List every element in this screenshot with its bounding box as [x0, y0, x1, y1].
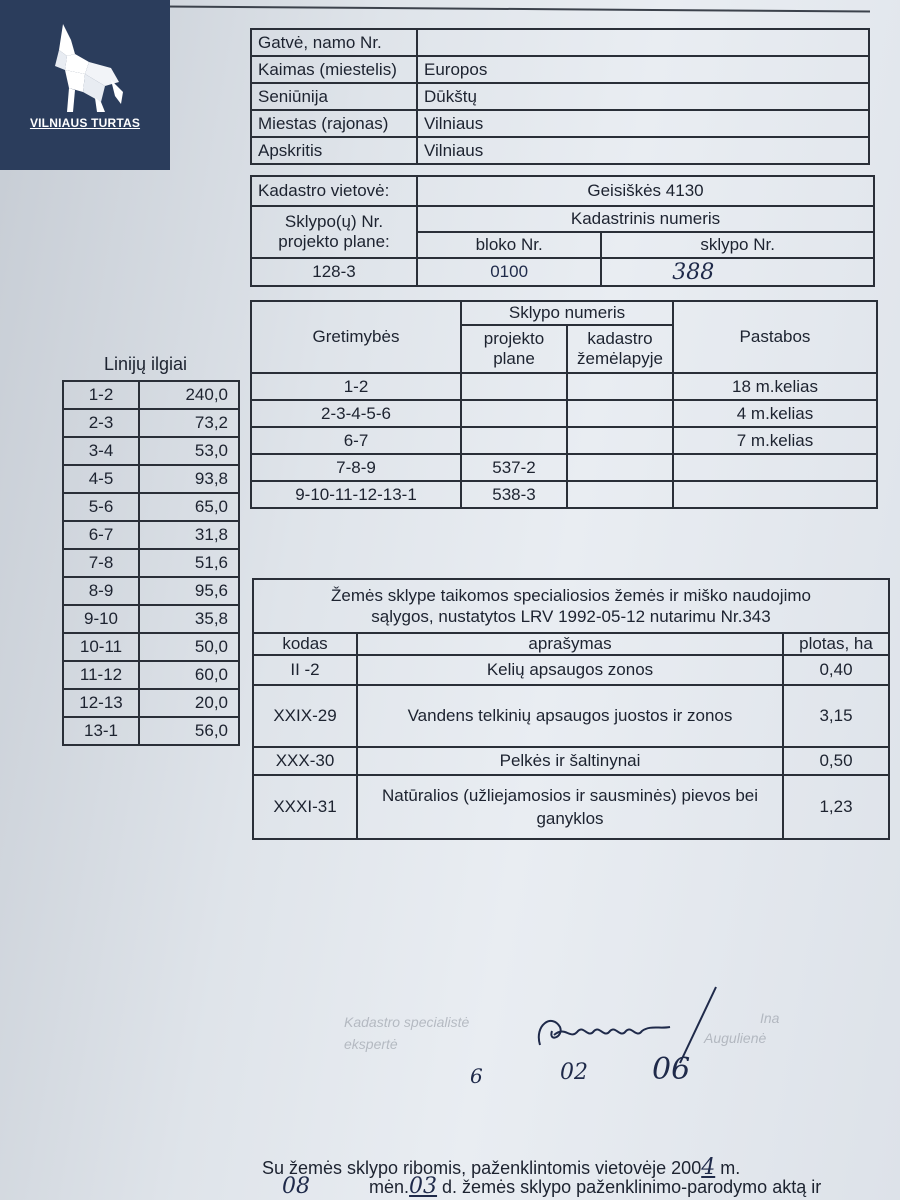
- line-length: 53,0: [139, 437, 239, 465]
- header-kodas: kodas: [253, 633, 357, 655]
- address-row: [251, 83, 869, 110]
- cadastre-kadastrinis-label: Kadastrinis numeris: [417, 206, 874, 232]
- stamp-name2: Augulienė: [704, 1030, 767, 1046]
- address-row: [251, 137, 869, 164]
- line-segment: 9-10: [63, 605, 139, 633]
- address-row: [251, 56, 869, 83]
- table-row: [63, 381, 239, 409]
- special-kodas: XXIX-29: [253, 685, 357, 747]
- cadastre-vietove-label: Kadastro vietovė:: [251, 176, 417, 206]
- line-segment: 5-6: [63, 493, 139, 521]
- special-plotas: 0,50: [783, 747, 889, 775]
- address-label: Apskritis: [251, 137, 417, 164]
- gretimybe-kadastro: [567, 481, 673, 508]
- cadastre-table: [250, 175, 875, 287]
- address-value: Dūkštų: [417, 83, 869, 110]
- special-title-row: [253, 579, 889, 633]
- line-length: 51,6: [139, 549, 239, 577]
- line-segment: 1-2: [63, 381, 139, 409]
- special-aprasymas: Kelių apsaugos zonos: [357, 655, 783, 685]
- table-row: [63, 689, 239, 717]
- cadastre-vietove-value: Geisiškės 4130: [417, 176, 874, 206]
- table-row: [63, 661, 239, 689]
- special-aprasymas: Vandens telkinių apsaugos juostos ir zonos: [357, 685, 783, 747]
- footer-line2: [282, 1174, 821, 1199]
- sheet-top-edge: [165, 6, 870, 13]
- stamp-name1: Ina: [760, 1010, 780, 1026]
- line-length: 240,0: [139, 381, 239, 409]
- line-length: 50,0: [139, 633, 239, 661]
- address-label: Miestas (rajonas): [251, 110, 417, 137]
- header-pastabos: Pastabos: [673, 301, 877, 373]
- stamp-line1: Kadastro specialistė: [344, 1014, 470, 1030]
- address-value: Europos: [417, 56, 869, 83]
- cadastre-bloko-value: 0100: [417, 258, 601, 286]
- vilniaus-turtas-logo: [0, 0, 170, 170]
- special-plotas: 0,40: [783, 655, 889, 685]
- table-row: [251, 454, 877, 481]
- table-row: [251, 400, 877, 427]
- date-month-digit: 02: [560, 1060, 588, 1085]
- line-segment: 6-7: [63, 521, 139, 549]
- line-length: 73,2: [139, 409, 239, 437]
- header-sklypo-numeris: Sklypo numeris: [461, 301, 673, 325]
- gretimybe-pastabos: [673, 481, 877, 508]
- gretimybe-projekto: 537-2: [461, 454, 567, 481]
- table-row: [251, 427, 877, 454]
- table-row: [63, 493, 239, 521]
- address-label: Seniūnija: [251, 83, 417, 110]
- table-row: [63, 465, 239, 493]
- table-row: [63, 633, 239, 661]
- footer-line1-end: m.: [715, 1158, 741, 1178]
- gretimybe-projekto: [461, 400, 567, 427]
- line-segment: 7-8: [63, 549, 139, 577]
- table-row: [253, 775, 889, 839]
- header-kadastro: kadastro žemėlapyje: [567, 325, 673, 373]
- address-table: [250, 28, 870, 165]
- line-length: 93,8: [139, 465, 239, 493]
- cadastre-sklypo-value: 388: [601, 258, 874, 286]
- special-kodas: XXXI-31: [253, 775, 357, 839]
- line-length: 35,8: [139, 605, 239, 633]
- neighbours-header-row: [251, 301, 877, 325]
- special-kodas: II -2: [253, 655, 357, 685]
- gretimybe-kadastro: [567, 427, 673, 454]
- header-gretimybes: Gretimybės: [251, 301, 461, 373]
- line-segment: 2-3: [63, 409, 139, 437]
- line-segment: 11-12: [63, 661, 139, 689]
- address-value: Vilniaus: [417, 137, 869, 164]
- gretimybe-pastabos: 4 m.kelias: [673, 400, 877, 427]
- special-aprasymas: Pelkės ir šaltinynai: [357, 747, 783, 775]
- line-lengths-table: [62, 380, 240, 746]
- address-value: Vilniaus: [417, 110, 869, 137]
- table-row: [63, 549, 239, 577]
- footer-line2-text: d. žemės sklypo paženklinimo-parodymo aktą ir: [437, 1177, 822, 1197]
- gretimybe-kadastro: [567, 454, 673, 481]
- line-segment: 10-11: [63, 633, 139, 661]
- line-length: 65,0: [139, 493, 239, 521]
- table-row: [63, 521, 239, 549]
- date-day-digit: 6: [470, 1064, 483, 1088]
- footer-year-hand: 4: [701, 1155, 716, 1180]
- special-conditions-table: [252, 578, 890, 840]
- logo-text: VILNIAUS TURTAS: [29, 116, 141, 130]
- address-value: [417, 29, 869, 56]
- table-row: [63, 605, 239, 633]
- special-plotas: 3,15: [783, 685, 889, 747]
- line-length: 20,0: [139, 689, 239, 717]
- special-title-line1: Žemės sklype taikomos specialiosios žemės ir miško naudojimo: [331, 586, 811, 605]
- stamp-line2: ekspertė: [344, 1036, 398, 1052]
- cadastre-plan-no: 128-3: [251, 258, 417, 286]
- header-plotas: plotas, ha: [783, 633, 889, 655]
- line-segment: 3-4: [63, 437, 139, 465]
- header-aprasymas: aprašymas: [357, 633, 783, 655]
- table-row: [253, 747, 889, 775]
- address-label: Gatvė, namo Nr.: [251, 29, 417, 56]
- footer-month-hand: 08: [282, 1174, 310, 1199]
- special-aprasymas: Natūralios (užliejamosios ir sausminės) pievos bei ganyklos: [357, 775, 783, 839]
- gretimybe-pastabos: 18 m.kelias: [673, 373, 877, 400]
- special-header-row: [253, 633, 889, 655]
- table-row: [253, 655, 889, 685]
- gretimybe-projekto: 538-3: [461, 481, 567, 508]
- footer-men: mėn.: [369, 1177, 410, 1197]
- date-year-digit: 06: [652, 1052, 691, 1087]
- line-segment: 8-9: [63, 577, 139, 605]
- neighbours-table: [250, 300, 878, 509]
- footer-day-hand: 03: [409, 1174, 438, 1199]
- gretimybe-points: 6-7: [251, 427, 461, 454]
- table-row: [63, 717, 239, 745]
- gretimybe-pastabos: 7 m.kelias: [673, 427, 877, 454]
- line-segment: 13-1: [63, 717, 139, 745]
- cadastre-row: [251, 206, 874, 232]
- gretimybe-points: 1-2: [251, 373, 461, 400]
- gretimybe-points: 7-8-9: [251, 454, 461, 481]
- address-row: [251, 110, 869, 137]
- table-row: [63, 437, 239, 465]
- table-row: [63, 577, 239, 605]
- line-segment: 4-5: [63, 465, 139, 493]
- table-row: [63, 409, 239, 437]
- line-length: 95,6: [139, 577, 239, 605]
- address-label: Kaimas (miestelis): [251, 56, 417, 83]
- gretimybe-projekto: [461, 373, 567, 400]
- cadastre-row: [251, 258, 874, 286]
- header-projekto: projekto plane: [461, 325, 567, 373]
- cadastre-bloko-label: bloko Nr.: [417, 232, 601, 258]
- table-row: [251, 481, 877, 508]
- gretimybe-projekto: [461, 427, 567, 454]
- gretimybe-kadastro: [567, 400, 673, 427]
- gretimybe-pastabos: [673, 454, 877, 481]
- cadastre-row: [251, 176, 874, 206]
- table-row: [251, 373, 877, 400]
- line-length: 56,0: [139, 717, 239, 745]
- address-row: [251, 29, 869, 56]
- special-plotas: 1,23: [783, 775, 889, 839]
- table-row: [253, 685, 889, 747]
- line-segment: 12-13: [63, 689, 139, 717]
- special-title-line2: sąlygos, nustatytos LRV 1992-05-12 nutarimu Nr.343: [371, 607, 771, 626]
- gretimybe-points: 9-10-11-12-13-1: [251, 481, 461, 508]
- line-length: 60,0: [139, 661, 239, 689]
- cadastre-sklypo-nr-label: sklypo Nr.: [601, 232, 874, 258]
- gretimybe-kadastro: [567, 373, 673, 400]
- cadastre-sklypo-label: Sklypo(ų) Nr. projekto plane:: [251, 206, 417, 258]
- line-length: 31,8: [139, 521, 239, 549]
- special-kodas: XXX-30: [253, 747, 357, 775]
- line-lengths-title: Linijų ilgiai: [104, 354, 188, 374]
- gretimybe-points: 2-3-4-5-6: [251, 400, 461, 427]
- footer-line1-text: Su žemės sklypo ribomis, paženklintomis vietovėje 200: [262, 1158, 702, 1178]
- wolf-icon: [45, 22, 125, 114]
